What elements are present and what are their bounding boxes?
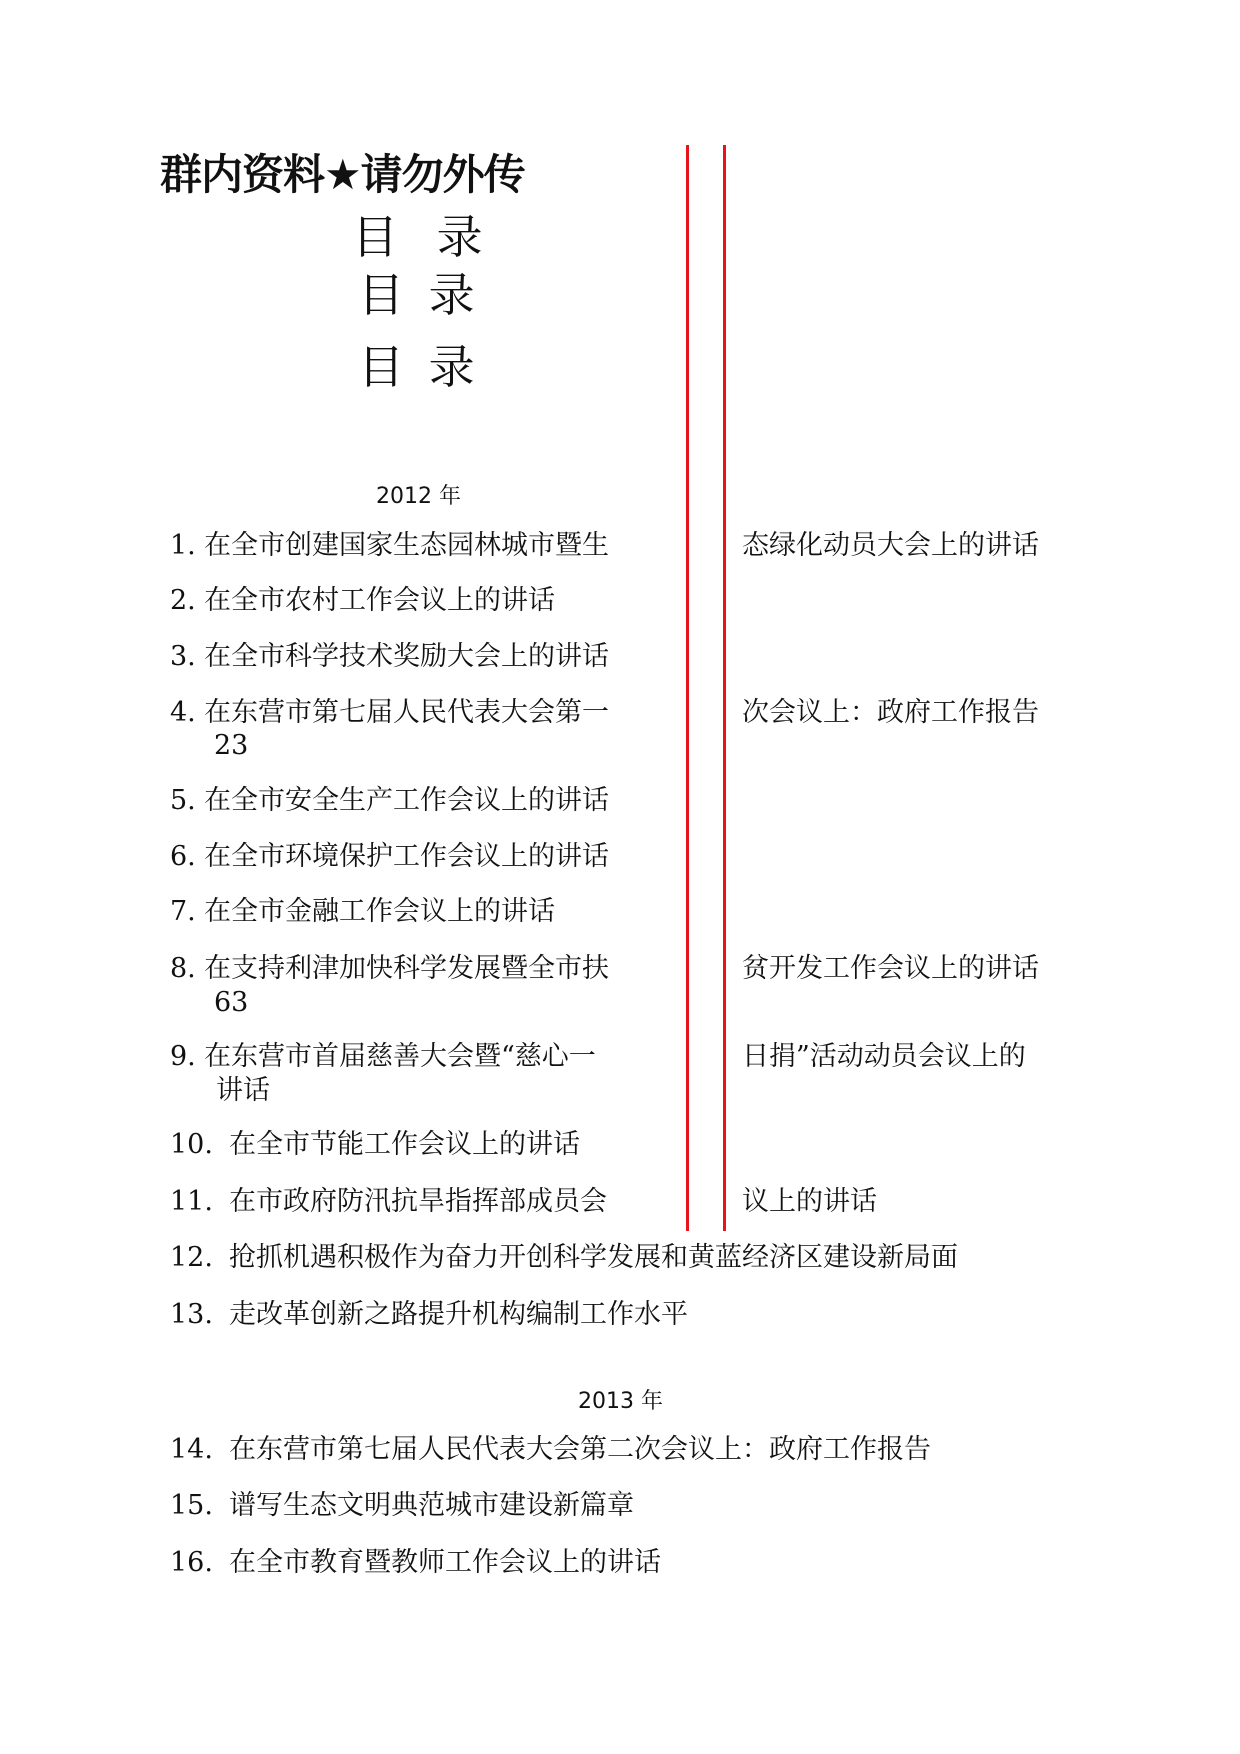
- entry-number: 11.: [170, 1186, 213, 1217]
- entry-title-continued: 态绿化动员大会上的讲话: [742, 530, 1039, 561]
- entry-number: 10.: [170, 1129, 213, 1160]
- entry-number: 12.: [170, 1242, 213, 1273]
- entry-number: 2.: [170, 585, 196, 616]
- red-divider-line: [723, 145, 726, 1231]
- entry-title: 在全市创建国家生态园林城市暨生: [204, 530, 609, 561]
- entry-number: 8.: [170, 953, 196, 984]
- entry-number: 15.: [170, 1490, 213, 1521]
- entry-title: 在全市教育暨教师工作会议上的讲话: [229, 1547, 661, 1578]
- entry-title: 在全市科学技术奖励大会上的讲话: [204, 641, 609, 672]
- entry-number: 1.: [170, 530, 196, 561]
- entry-number: 9.: [170, 1041, 196, 1072]
- entry-wrap-line: 63: [214, 987, 249, 1018]
- entry-number: 14.: [170, 1434, 213, 1465]
- entry-number: 3.: [170, 641, 196, 672]
- entry-wrap-line: 23: [214, 730, 249, 761]
- entry-title: 在支持利津加快科学发展暨全市扶: [204, 953, 609, 984]
- entry-wrap-line: 讲话: [216, 1075, 270, 1106]
- entry-number: 5.: [170, 785, 196, 816]
- entry-title-continued: 贫开发工作会议上的讲话: [742, 953, 1039, 984]
- year-heading: 2013 年: [578, 1389, 663, 1414]
- year-heading: 2012 年: [376, 484, 461, 509]
- entry-title: 谱写生态文明典范城市建设新篇章: [229, 1490, 634, 1521]
- entry-title: 在市政府防汛抗旱指挥部成员会: [229, 1186, 607, 1217]
- entry-title: 在全市金融工作会议上的讲话: [204, 896, 555, 927]
- entry-number: 7.: [170, 896, 196, 927]
- toc-title: 目 录: [352, 210, 483, 264]
- entry-number: 13.: [170, 1299, 213, 1330]
- red-divider-line: [686, 145, 689, 1231]
- entry-title: 在全市节能工作会议上的讲话: [229, 1129, 580, 1160]
- entry-title: 在东营市首届慈善大会暨“慈心一: [204, 1041, 596, 1072]
- toc-title: 目 录: [358, 268, 475, 322]
- confidential-header: 群内资料★请勿外传: [160, 150, 525, 199]
- toc-title: 目 录: [358, 340, 475, 394]
- entry-title: 抢抓机遇积极作为奋力开创科学发展和黄蓝经济区建设新局面: [229, 1242, 958, 1273]
- entry-title-continued: 次会议上：政府工作报告: [742, 697, 1039, 728]
- entry-title: 在东营市第七届人民代表大会第一: [204, 697, 609, 728]
- entry-title-continued: 日捐”活动动员会议上的: [742, 1041, 1026, 1072]
- entry-title: 在全市安全生产工作会议上的讲话: [204, 785, 609, 816]
- entry-title: 在东营市第七届人民代表大会第二次会议上：政府工作报告: [229, 1434, 931, 1465]
- entry-title: 在全市农村工作会议上的讲话: [204, 585, 555, 616]
- entry-title: 在全市环境保护工作会议上的讲话: [204, 841, 609, 872]
- entry-number: 16.: [170, 1547, 213, 1578]
- entry-number: 4.: [170, 697, 196, 728]
- entry-title: 走改革创新之路提升机构编制工作水平: [229, 1299, 688, 1330]
- entry-title-continued: 议上的讲话: [742, 1186, 877, 1217]
- entry-number: 6.: [170, 841, 196, 872]
